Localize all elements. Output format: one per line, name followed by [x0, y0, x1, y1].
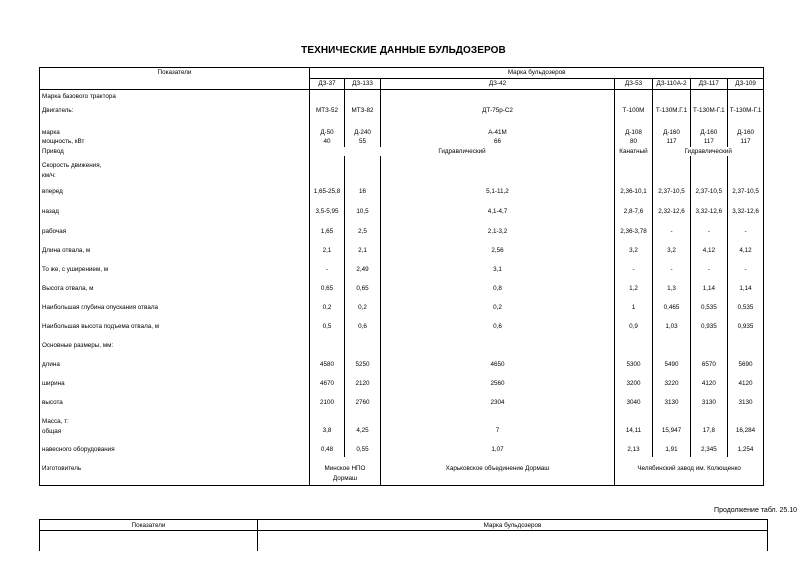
table-row [40, 182, 764, 201]
table-row [40, 391, 764, 410]
cell: Т-130М.Г.1 [653, 104, 691, 128]
cell: 3220 [653, 372, 691, 391]
cell: 1,14 [727, 277, 764, 296]
row-label: Двигатель: [40, 104, 310, 128]
drive-hydraulic-1: Гидравлический [310, 147, 615, 156]
cell: 2,37-10,5 [691, 182, 728, 201]
maker-kharkov: Харьковское объединение Дормаш [381, 457, 615, 485]
cell: Д-240 [345, 128, 381, 137]
page-title: ТЕХНИЧЕСКИЕ ДАННЫЕ БУЛЬДОЗЕРОВ [301, 45, 506, 56]
cell: 2,37-10,5 [653, 182, 691, 201]
header-row [40, 68, 764, 79]
maker-minsk [310, 457, 381, 485]
model-dz133: ДЗ-133 [345, 79, 381, 90]
table-row [40, 410, 764, 438]
cell: 1,65-25,8 [310, 182, 345, 201]
cell: 0,2 [345, 296, 381, 315]
cell: 3,2 [615, 239, 653, 258]
row-label: Основные размеры, мм: [40, 334, 310, 353]
cell: 1 [615, 296, 653, 315]
table-row [40, 239, 764, 258]
table-row [40, 353, 764, 372]
cont-indicators-header: Показатели [40, 520, 258, 531]
cell: 4,25 [345, 410, 381, 438]
indicators-header: Показатели [40, 68, 310, 90]
cell: 4120 [691, 372, 728, 391]
cell: 17,8 [691, 410, 728, 438]
table-row [40, 258, 764, 277]
cell: 0,48 [310, 438, 345, 457]
cell: - [727, 220, 764, 239]
table-row [40, 334, 764, 353]
table-row [40, 277, 764, 296]
drive-hydraulic-2: Гидравлический [653, 147, 764, 156]
cell: Т-100М [615, 104, 653, 128]
cell: 0,535 [691, 296, 728, 315]
cell: 5300 [615, 353, 653, 372]
model-dz42: ДЗ-42 [381, 79, 615, 90]
cell: 4650 [381, 353, 615, 372]
cell: Д-108 [615, 128, 653, 137]
row-label: навесного оборудования [40, 438, 310, 457]
cell: 40 [310, 137, 345, 146]
cell: 66 [381, 137, 615, 146]
speed-unit: км/ч: [42, 171, 56, 179]
cell: МТЗ-82 [345, 104, 381, 128]
cell: 4580 [310, 353, 345, 372]
cell: 0,9 [615, 315, 653, 334]
cell: МТЗ-52 [310, 104, 345, 128]
cell: 2760 [345, 391, 381, 410]
table-row [40, 438, 764, 457]
table-row [40, 201, 764, 220]
row-label: Длина отвала, м [40, 239, 310, 258]
cell: 0,935 [691, 315, 728, 334]
cell: 6570 [691, 353, 728, 372]
cell: 7 [381, 410, 615, 438]
cell: 2,5 [345, 220, 381, 239]
cell: Т-130М-Г.1 [727, 104, 764, 128]
cell: 10,5 [345, 201, 381, 220]
cell: 0,65 [345, 277, 381, 296]
mass-title: Масса, т: [42, 418, 69, 426]
cell: 1,3 [653, 277, 691, 296]
row-label: рабочая [40, 220, 310, 239]
table-row [40, 296, 764, 315]
row-label: То же, с уширением, м [40, 258, 310, 277]
row-label: мощность, кВт [40, 137, 310, 146]
cell: - [653, 258, 691, 277]
total-label: общая [42, 427, 62, 435]
row-label [40, 410, 310, 438]
table-row [40, 90, 764, 105]
cell: 2,13 [615, 438, 653, 457]
row-label: Марка базового трактора [40, 90, 310, 105]
maker-minsk-line2: Дормаш [332, 474, 358, 482]
cell: 0,535 [727, 296, 764, 315]
table-row [40, 137, 764, 146]
cell: 5690 [727, 353, 764, 372]
cell: 117 [653, 137, 691, 146]
model-dz117: ДЗ-117 [691, 79, 728, 90]
row-label: Привод [40, 147, 310, 156]
cell: 2100 [310, 391, 345, 410]
row-label: Наибольшая высота подъема отвала, м [40, 315, 310, 334]
cell: 2560 [381, 372, 615, 391]
cell: 5490 [653, 353, 691, 372]
cell: 3130 [691, 391, 728, 410]
cell: - [691, 220, 728, 239]
cell: 0,6 [345, 315, 381, 334]
cell: 3,32-12,6 [727, 201, 764, 220]
cell: 80 [615, 137, 653, 146]
cell: 14,11 [615, 410, 653, 438]
continuation-table [39, 519, 768, 551]
cell: 2,36-3,78 [615, 220, 653, 239]
cell: Д-160 [653, 128, 691, 137]
cell: Т-130М-Г.1 [691, 104, 728, 128]
cell: 2,37-10,5 [727, 182, 764, 201]
cell: 2,1-3,2 [381, 220, 615, 239]
cell: 2,1 [345, 239, 381, 258]
row-label: длина [40, 353, 310, 372]
table-row [40, 128, 764, 137]
cell: 1,14 [691, 277, 728, 296]
cell: - [727, 258, 764, 277]
cell: 3,32-12,6 [691, 201, 728, 220]
cell: 2,345 [691, 438, 728, 457]
cell: - [310, 258, 345, 277]
cell: Д-50 [310, 128, 345, 137]
cell: 3130 [727, 391, 764, 410]
cell: 2,56 [381, 239, 615, 258]
cell: 5,1-11,2 [381, 182, 615, 201]
cell: 1,07 [381, 438, 615, 457]
row-label: Изготовитель [40, 457, 310, 485]
cell: 2120 [345, 372, 381, 391]
row-label: Высота отвала, м [40, 277, 310, 296]
cell: 4,12 [691, 239, 728, 258]
row-label [40, 156, 310, 182]
table-row [40, 315, 764, 334]
cell: 0,465 [653, 296, 691, 315]
cell: А-41М [381, 128, 615, 137]
cell: 3200 [615, 372, 653, 391]
cell: 1,91 [653, 438, 691, 457]
cell: ДТ-75р-С2 [381, 104, 615, 128]
table-row [40, 156, 764, 182]
cell: 0,935 [727, 315, 764, 334]
cell: 3,8 [310, 410, 345, 438]
cell: 0,65 [310, 277, 345, 296]
table-row [40, 104, 764, 128]
cell: - [653, 220, 691, 239]
cell: - [615, 258, 653, 277]
cell: 3040 [615, 391, 653, 410]
cell: Д-160 [691, 128, 728, 137]
cont-header-row [40, 520, 768, 531]
cell: 0,5 [310, 315, 345, 334]
row-label: вперед [40, 182, 310, 201]
maker-chelyabinsk: Челябинский завод им. Колющенко [615, 457, 764, 485]
cell: 16 [345, 182, 381, 201]
cont-body-row [40, 531, 768, 552]
table-row [40, 457, 764, 485]
cell: 2,1 [310, 239, 345, 258]
table-row [40, 147, 764, 156]
cell: 55 [345, 137, 381, 146]
speed-title: Скорость движения, [42, 162, 102, 170]
cell: 117 [727, 137, 764, 146]
cell: 4,1-4,7 [381, 201, 615, 220]
cell: 2304 [381, 391, 615, 410]
cell: 1,2 [615, 277, 653, 296]
brand-header: Марка бульдозеров [310, 68, 764, 79]
model-dz53: ДЗ-53 [615, 79, 653, 90]
cell: 16,284 [727, 410, 764, 438]
cell: 3,2 [653, 239, 691, 258]
table-row [40, 220, 764, 239]
cell: 1,65 [310, 220, 345, 239]
cell: 2,36-10,1 [615, 182, 653, 201]
cell: 3,5-5,95 [310, 201, 345, 220]
row-label: Наибольшая глубина опускания отвала [40, 296, 310, 315]
drive-rope: Канатный [615, 147, 653, 156]
cell: 2,49 [345, 258, 381, 277]
model-dz37: ДЗ-37 [310, 79, 345, 90]
cell: 15,947 [653, 410, 691, 438]
cell: 0,2 [310, 296, 345, 315]
cell: 1,03 [653, 315, 691, 334]
cell: 4670 [310, 372, 345, 391]
table-row [40, 372, 764, 391]
cell: 4,12 [727, 239, 764, 258]
cell: - [691, 258, 728, 277]
specs-table [39, 67, 764, 486]
cont-brand-header: Марка бульдозеров [258, 520, 768, 531]
cell: 5250 [345, 353, 381, 372]
row-label: высота [40, 391, 310, 410]
cell: Д-160 [727, 128, 764, 137]
cell: 0,8 [381, 277, 615, 296]
maker-minsk-line1: Минское НПО [324, 465, 366, 473]
cell: 2,8-7,6 [615, 201, 653, 220]
model-dz110: ДЗ-110А-2 [653, 79, 691, 90]
cell: 2,32-12,6 [653, 201, 691, 220]
model-dz109: ДЗ-109 [727, 79, 764, 90]
cell: 1,254 [727, 438, 764, 457]
cell: 3130 [653, 391, 691, 410]
cell: 0,55 [345, 438, 381, 457]
continuation-note: Продолжение табл. 25.10 [714, 507, 797, 514]
row-label: ширина [40, 372, 310, 391]
cell: 3,1 [381, 258, 615, 277]
cell: 4120 [727, 372, 764, 391]
cell: 0,6 [381, 315, 615, 334]
row-label: марка [40, 128, 310, 137]
row-label: назад [40, 201, 310, 220]
cell: 117 [691, 137, 728, 146]
cell: 0,2 [381, 296, 615, 315]
